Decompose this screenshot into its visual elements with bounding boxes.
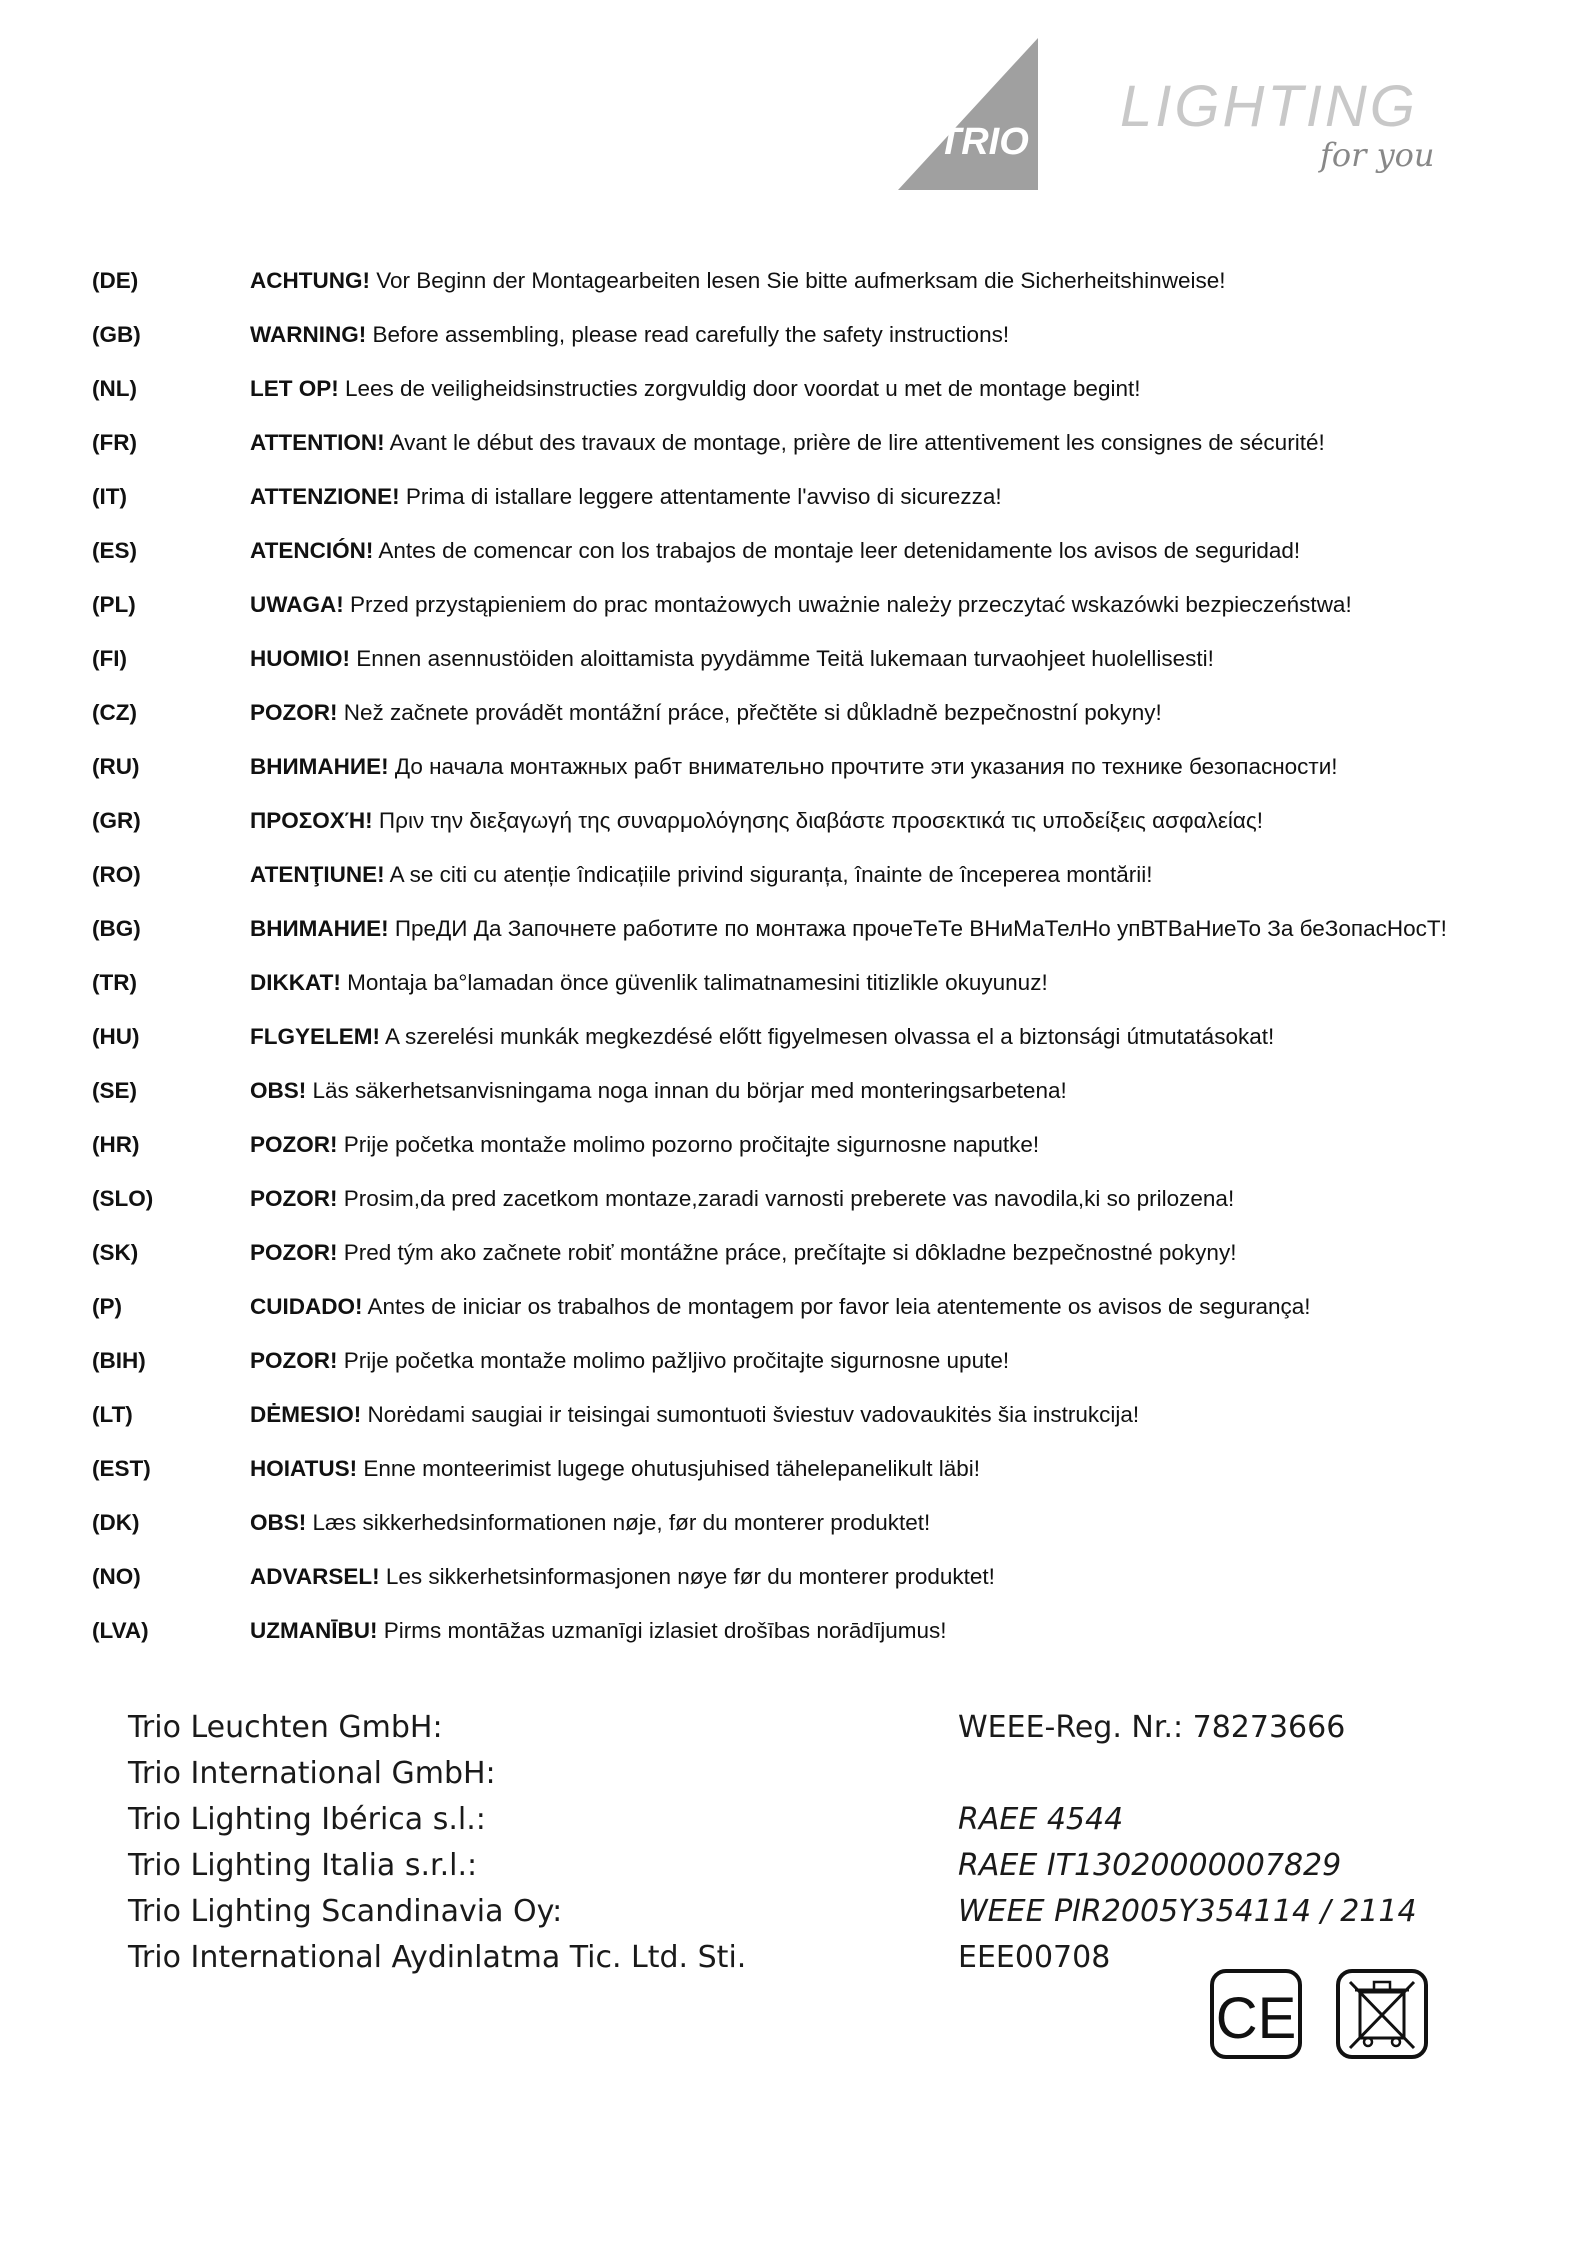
warning-body: Lees de veiligheidsinstructies zorgvuldig door voordat u met de montage begint! (338, 376, 1141, 401)
language-code: (DE) (92, 268, 139, 293)
language-code: (LT) (92, 1402, 133, 1427)
language-code: (ES) (92, 538, 137, 563)
registration-number: WEEE-Reg. Nr.: 78273666 (958, 1709, 1346, 1745)
logo-triangle (898, 38, 1038, 190)
warning-text (250, 430, 1325, 456)
safety-notice-row (92, 1118, 1552, 1172)
safety-notice-row (92, 416, 1552, 470)
company-row (128, 1888, 1488, 1934)
warning-keyword: ATENCIÓN! (250, 538, 374, 563)
company-row (128, 1842, 1488, 1888)
warning-keyword: POZOR! (250, 1132, 338, 1157)
warning-text (250, 1240, 1236, 1266)
warning-body: Before assembling, please read carefully the safety instructions! (366, 322, 1010, 347)
language-code: (PL) (92, 592, 136, 617)
warning-body: Antes de iniciar os trabalhos de montagem por favor leia atentemente os avisos de segurança! (362, 1294, 1311, 1319)
warning-keyword: DĖMESIO! (250, 1402, 362, 1427)
warning-keyword: ADVARSEL! (250, 1564, 380, 1589)
warning-text (250, 1078, 1067, 1104)
warning-body: A se citi cu atenție îndicațiile privind siguranța, înainte de începerea montării! (384, 862, 1153, 887)
warning-keyword: POZOR! (250, 1240, 338, 1265)
safety-notice-row (92, 362, 1552, 416)
warning-text (250, 862, 1153, 888)
safety-notice-list (92, 254, 1552, 1658)
warning-keyword: ВНИМАНИЕ! (250, 916, 389, 941)
warning-body: Pred tým ako začnete robiť montážne práce, prečítajte si dôkladne bezpečnostné pokyny! (337, 1240, 1237, 1265)
safety-notice-row (92, 902, 1552, 956)
safety-notice-row (92, 1442, 1552, 1496)
logo-brand: TRIO (938, 121, 1029, 163)
language-code: (FR) (92, 430, 137, 455)
language-code: (HR) (92, 1132, 140, 1157)
safety-notice-row (92, 740, 1552, 794)
registration-number: EEE00708 (958, 1939, 1111, 1975)
language-code: (SLO) (92, 1186, 154, 1211)
warning-body: Πριν την διεξαγωγή της συναρμολόγησης διαβάστε προσεκτικά τις υποδείξεις ασφαλείας! (372, 808, 1263, 833)
warning-keyword: LET OP! (250, 376, 339, 401)
safety-notice-row (92, 848, 1552, 902)
warning-keyword: DIKKAT! (250, 970, 341, 995)
language-code: (TR) (92, 970, 137, 995)
company-registry (128, 1704, 1488, 1980)
trio-lighting-logo (880, 28, 1440, 198)
safety-notice-row (92, 1280, 1552, 1334)
safety-notice-row (92, 1334, 1552, 1388)
warning-keyword: UWAGA! (250, 592, 344, 617)
warning-text (250, 322, 1009, 348)
warning-keyword: HOIATUS! (250, 1456, 358, 1481)
company-name: Trio Lighting Italia s.r.l.: (128, 1847, 478, 1883)
warning-body: Pirms montāžas uzmanīgi izlasiet drošības norādījumus! (377, 1618, 947, 1643)
company-name: Trio International GmbH: (128, 1755, 496, 1791)
warning-text (250, 484, 1002, 510)
safety-notice-row (92, 524, 1552, 578)
warning-text (250, 1510, 930, 1536)
language-code: (NO) (92, 1564, 141, 1589)
warning-body: Vor Beginn der Montagearbeiten lesen Sie bitte aufmerksam die Sicherheitshinweise! (369, 268, 1226, 293)
warning-text (250, 376, 1140, 402)
warning-body: Przed przystąpieniem do prac montażowych uważnie należy przeczytać wskazówki bezpieczeństwa! (343, 592, 1352, 617)
warning-body: Norėdami saugiai ir teisingai sumontuoti šviestuv vadovaukitės šia instrukcija! (361, 1402, 1140, 1427)
warning-text (250, 268, 1225, 294)
safety-notice-row (92, 1226, 1552, 1280)
warning-text (250, 808, 1263, 834)
warning-text (250, 592, 1352, 618)
warning-text (250, 1024, 1274, 1050)
warning-keyword: ATENŢIUNE! (250, 862, 385, 887)
language-code: (CZ) (92, 700, 137, 725)
warning-body: Prima di istallare leggere attentamente l'avviso di sicurezza! (399, 484, 1002, 509)
safety-notice-row (92, 794, 1552, 848)
company-row (128, 1796, 1488, 1842)
warning-keyword: ACHTUNG! (250, 268, 370, 293)
registration-number: RAEE IT13020000007829 (958, 1847, 1342, 1883)
warning-text (250, 754, 1338, 780)
warning-text (250, 700, 1162, 726)
warning-keyword: ΠΡΟΣΟΧΉ! (250, 808, 373, 833)
warning-body: Læs sikkerhedsinformationen nøje, før du monterer produktet! (306, 1510, 931, 1535)
language-code: (HU) (92, 1024, 140, 1049)
warning-keyword: OBS! (250, 1078, 307, 1103)
warning-body: Les sikkerhetsinformasjonen nøye før du monterer produktet! (379, 1564, 995, 1589)
safety-notice-row (92, 1604, 1552, 1658)
language-code: (GR) (92, 808, 141, 833)
warning-text (250, 1618, 946, 1644)
warning-body: Ennen asennustöiden aloittamista pyydämme Teitä lukemaan turvaohjeet huolellisesti! (350, 646, 1214, 671)
warning-body: Montaja ba°lamadan önce güvenlik talimatnamesini titizlikle okuyunuz! (340, 970, 1048, 995)
registration-number: WEEE PIR2005Y354114 / 2114 (958, 1893, 1417, 1929)
warning-keyword: HUOMIO! (250, 646, 350, 671)
warning-text (250, 646, 1214, 672)
warning-text (250, 970, 1048, 996)
company-name: Trio International Aydinlatma Tic. Ltd. Sti. (128, 1939, 747, 1975)
logo-tagline: LIGHTING (1120, 74, 1418, 139)
warning-body: A szerelési munkák megkezdésé előtt figyelmesen olvassa el a biztonsági útmutatásokat! (380, 1024, 1275, 1049)
safety-notice-row (92, 632, 1552, 686)
language-code: (DK) (92, 1510, 140, 1535)
warning-text (250, 1294, 1311, 1320)
language-code: (RU) (92, 754, 140, 779)
language-code: (EST) (92, 1456, 151, 1481)
registration-number: RAEE 4544 (958, 1801, 1124, 1837)
warning-text (250, 1132, 1039, 1158)
safety-notice-row (92, 1550, 1552, 1604)
warning-body: Prosim,da pred zacetkom montaze,zaradi varnosti preberete vas navodila,ki so prilozena! (337, 1186, 1235, 1211)
warning-keyword: POZOR! (250, 1186, 338, 1211)
warning-body: Avant le début des travaux de montage, prière de lire attentivement les consignes de sécurité! (384, 430, 1325, 455)
warning-keyword: ATTENTION! (250, 430, 385, 455)
language-code: (SK) (92, 1240, 139, 1265)
safety-notice-row (92, 1064, 1552, 1118)
warning-body: Enne monteerimist lugege ohutusjuhised tähelepanelikult läbi! (357, 1456, 980, 1481)
warning-keyword: OBS! (250, 1510, 307, 1535)
certification-marks (1210, 1968, 1440, 2064)
safety-notice-row (92, 470, 1552, 524)
warning-text (250, 538, 1300, 564)
company-name: Trio Leuchten GmbH: (128, 1709, 443, 1745)
warning-body: Antes de comencar con los trabajos de montaje leer detenidamente los avisos de seguridad! (373, 538, 1301, 563)
warning-body: Prije početka montaže molimo pažljivo pročitajte sigurnosne upute! (337, 1348, 1010, 1373)
marks-graphic (1210, 1968, 1440, 2064)
safety-notice-row (92, 1010, 1552, 1064)
company-name: Trio Lighting Ibérica s.l.: (128, 1801, 486, 1837)
warning-text (250, 1186, 1234, 1212)
safety-notice-row (92, 1496, 1552, 1550)
language-code: (FI) (92, 646, 127, 671)
warning-text (250, 1348, 1009, 1374)
warning-body: До начала монтажных рабт внимательно прочтите эти указания по технике безопасности! (388, 754, 1338, 779)
language-code: (BG) (92, 916, 141, 941)
language-code: (SE) (92, 1078, 137, 1103)
language-code: (GB) (92, 322, 141, 347)
warning-body: Läs säkerhetsanvisningama noga innan du börjar med monteringsarbetena! (306, 1078, 1067, 1103)
warning-text (250, 1564, 995, 1590)
warning-keyword: UZMANĪBU! (250, 1618, 378, 1643)
safety-notice-row (92, 578, 1552, 632)
language-code: (P) (92, 1294, 122, 1319)
safety-notice-row (92, 254, 1552, 308)
warning-keyword: WARNING! (250, 322, 367, 347)
language-code: (BIH) (92, 1348, 146, 1373)
safety-notice-row (92, 1388, 1552, 1442)
company-row (128, 1750, 1488, 1796)
company-name: Trio Lighting Scandinavia Oy: (128, 1893, 563, 1929)
warning-keyword: POZOR! (250, 1348, 338, 1373)
language-code: (RO) (92, 862, 141, 887)
warning-text (250, 1402, 1139, 1428)
warning-text (250, 1456, 980, 1482)
ce-mark: CE (1215, 1986, 1297, 2051)
safety-notice-row (92, 686, 1552, 740)
crossed-out-wheelie-bin-icon (1338, 1971, 1426, 2057)
warning-body: Prije početka montaže molimo pozorno pročitajte sigurnosne naputke! (337, 1132, 1040, 1157)
safety-notice-row (92, 956, 1552, 1010)
warning-keyword: ВНИМАНИЕ! (250, 754, 389, 779)
logo-graphic (880, 28, 1440, 198)
warning-body: Než začnete provádět montážní práce, přečtěte si důkladně bezpečnostní pokyny! (337, 700, 1162, 725)
company-row (128, 1704, 1488, 1750)
language-code: (LVA) (92, 1618, 149, 1643)
warning-text (250, 916, 1447, 942)
language-code: (NL) (92, 376, 137, 401)
warning-keyword: FLGYELEM! (250, 1024, 380, 1049)
warning-keyword: POZOR! (250, 700, 338, 725)
safety-notice-row (92, 308, 1552, 362)
logo-script: for you (1320, 136, 1435, 174)
safety-notice-row (92, 1172, 1552, 1226)
language-code: (IT) (92, 484, 127, 509)
warning-keyword: ATTENZIONE! (250, 484, 400, 509)
warning-body: ПреДИ Да Започнете работите по монтажа прочеТеТе ВНиМаТелНо упВТВаНиеТо За беЗопасНосТ! (388, 916, 1447, 941)
warning-keyword: CUIDADO! (250, 1294, 363, 1319)
